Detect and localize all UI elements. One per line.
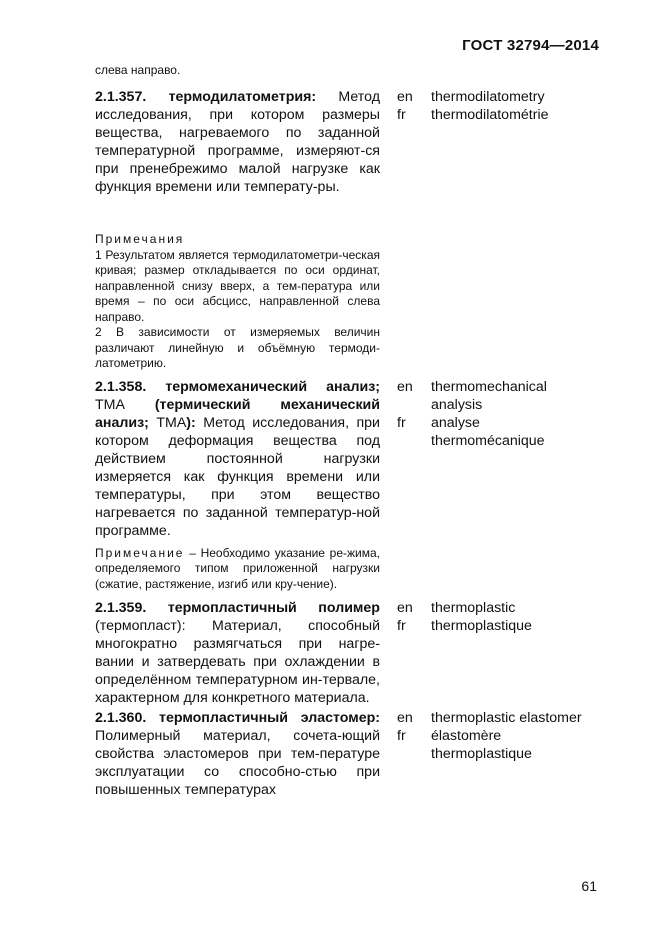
lang-code-fr: fr: [397, 107, 406, 123]
equivalent-fr: analyse thermomécanique: [431, 414, 545, 449]
language-codes: [380, 88, 431, 196]
entry-term-block: [95, 709, 380, 799]
entry-2-1-360: [95, 709, 603, 799]
lang-code-en: en: [397, 600, 413, 616]
entry-2-1-358: [95, 378, 603, 540]
entry-definition: Метод исследования, при котором размеры вещества, нагреваемого по заданной температурной программе, измеряют-ся при пренебрежимо малой нагрузке как функция времени или температу-ры.: [95, 89, 380, 195]
equivalent-fr: thermodilatométrie: [431, 107, 549, 123]
language-codes: [380, 709, 431, 799]
entry-term-block: [95, 599, 380, 707]
entry-number: 2.1.358.: [95, 378, 147, 395]
entry-term: термодилатометрия:: [168, 89, 317, 105]
notes-title: Примечания: [95, 232, 185, 246]
equivalent-en: thermoplastic elastomer: [431, 710, 582, 726]
entry-number: 2.1.357.: [95, 89, 147, 105]
equivalent-fr: thermoplastique: [431, 618, 532, 634]
entry-close: ):: [186, 414, 196, 431]
lang-code-en: en: [397, 378, 413, 395]
entry-abbreviation: ТМА: [95, 396, 155, 413]
note-1: 1 Результатом является термодилатометри-ческая кривая; размер откладывается по оси ординат, направленной снизу вверх, а тем-пература или время – по оси абсцисс, направленной слева направо.: [95, 247, 380, 324]
foreign-equivalents: [431, 709, 603, 799]
note-label: Примечание: [95, 545, 185, 560]
entry-term: термопластичный эластомер:: [159, 710, 380, 726]
note-text: – Необходимо указание ре-жима, определяемого типом приложенной нагрузки (сжатие, растяжение, изгиб или кру-чение).: [95, 545, 380, 591]
foreign-equivalents: [431, 378, 603, 540]
standard-header: ГОСТ 32794—2014: [462, 37, 599, 54]
lang-code-en: en: [397, 89, 413, 105]
entry-term: термомеханический анализ;: [165, 378, 380, 395]
entry-alt-abbreviation: ТМА: [148, 414, 187, 431]
entry-term-block: [95, 378, 380, 540]
entry-note: [95, 546, 380, 593]
entry-definition: (термопласт): Материал, способный многократно размягчаться при нагре-вании и затвердевать при охлаждении в определённом температурном ин-тервале, характерном для конкретного материала.: [95, 618, 380, 706]
language-codes: [380, 599, 431, 707]
foreign-equivalents: [431, 599, 603, 707]
entry-term-block: [95, 88, 380, 196]
entry-2-1-357: [95, 88, 603, 196]
equivalent-en: thermodilatometry: [431, 89, 545, 105]
entry-definition: Метод исследования, при котором деформация вещества под действием постоянной нагрузки измеряется как функция времени или температуры, при этом вещество нагревается по заданной температур-ной программе.: [95, 414, 380, 539]
entry-term: термопластичный полимер: [167, 600, 380, 616]
equivalent-en: thermoplastic: [431, 600, 516, 616]
language-codes: [380, 378, 431, 540]
equivalent-en: thermomechanical analysis: [431, 378, 547, 413]
page-number: 61: [581, 878, 597, 894]
entry-notes: [95, 232, 380, 372]
document-body: [95, 63, 603, 799]
equivalent-fr: élastomère thermoplastique: [431, 728, 532, 762]
entry-alt-term: (термический механический анализ;: [95, 396, 380, 431]
entry-number: 2.1.359.: [95, 600, 147, 616]
note-2: 2 В зависимости от измеряемых величин различают линейную и объёмную термоди-латометрию.: [95, 325, 380, 370]
lang-code-fr: fr: [397, 618, 406, 634]
lang-code-fr: fr: [397, 414, 406, 431]
lang-code-fr: fr: [397, 728, 406, 744]
foreign-equivalents: [431, 88, 603, 196]
entry-2-1-359: [95, 599, 603, 707]
entry-number: 2.1.360.: [95, 710, 147, 726]
lang-code-en: en: [397, 710, 413, 726]
continuation-text: слева направо.: [95, 63, 181, 77]
entry-definition: Полимерный материал, сочета-ющий свойства эластомеров при тем-пературе эксплуатации со способно-стью при повышенных температурах: [95, 728, 380, 798]
